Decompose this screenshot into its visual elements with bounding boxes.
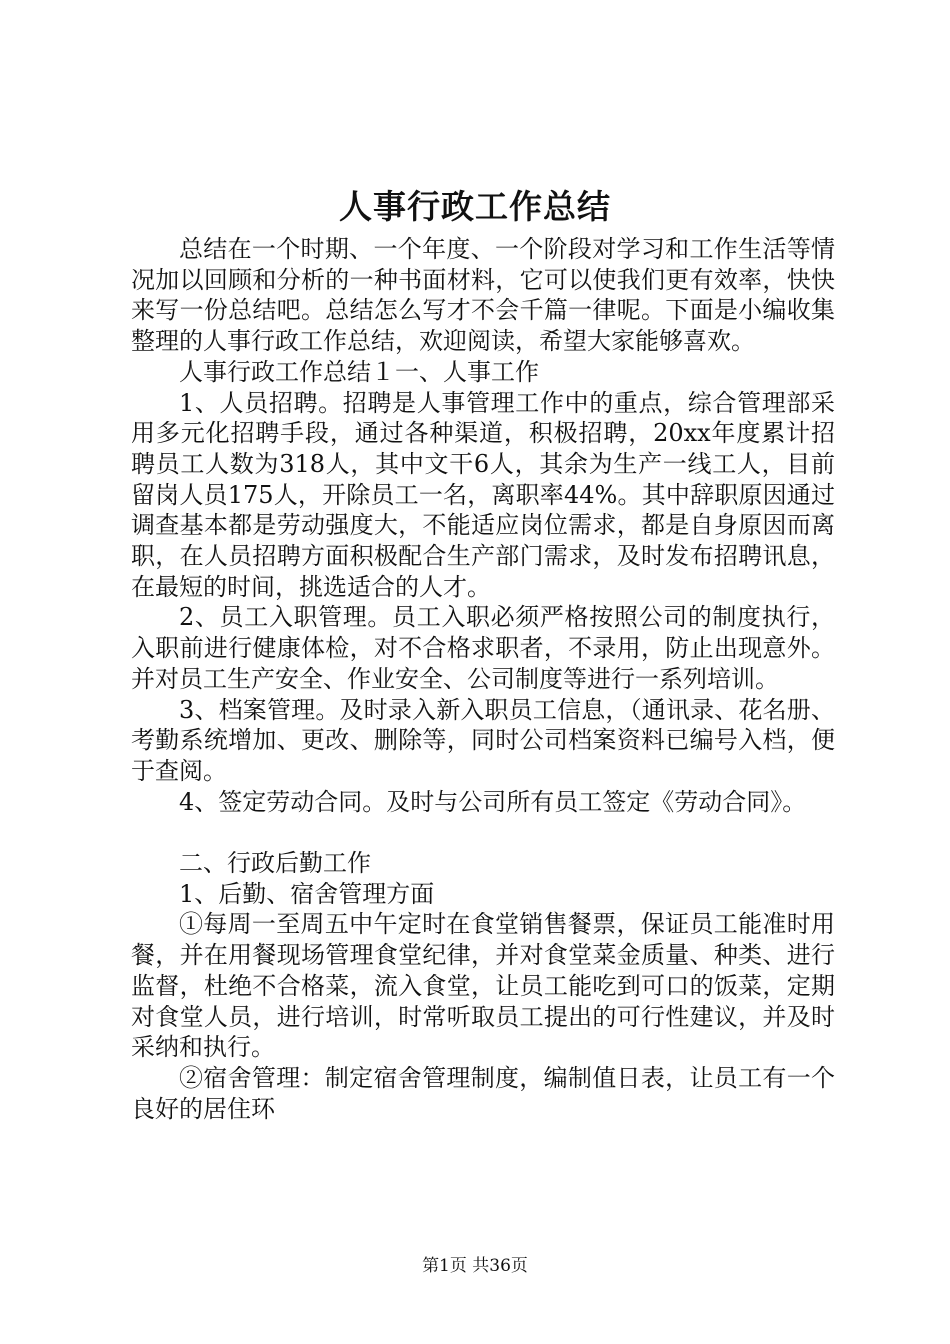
paragraph-section-heading-hr: 人事行政工作总结１一、人事工作 [179,357,539,386]
paragraph-contracts: 4、签定劳动合同。及时与公司所有员工签定《劳动合同》。 [179,787,807,816]
paragraph-dormitory: ②宿舍管理：制定宿舍管理制度，编制值日表，让员工有一个良好的居住环 [131,1063,835,1123]
document-title: 人事行政工作总结 [339,187,611,226]
paragraph-subheading-logistics: 1、后勤、宿舍管理方面 [179,879,435,908]
paragraph-onboarding: 2、员工入职管理。员工入职必须严格按照公司的制度执行，入职前进行健康体检，对不合格求职者，不录用，防止出现意外。并对员工生产安全、作业安全、公司制度等进行一系列培训。 [131,603,835,693]
paragraph-archives: 3、档案管理。及时录入新入职员工信息，（通讯录、花名册、考勤系统增加、更改、删除等，同时公司档案资料已编号入档，便于查阅。 [131,695,835,785]
paragraph-intro: 总结在一个时期、一个年度、一个阶段对学习和工作生活等情况加以回顾和分析的一种书面材料，它可以使我们更有效率，快快来写一份总结吧。总结怎么写才不会千篇一律呢。下面是小编收集整理的人事行政工作总结，欢迎阅读，希望大家能够喜欢。 [131,235,835,356]
paragraph-recruitment: 1、人员招聘。招聘是人事管理工作中的重点，综合管理部采用多元化招聘手段，通过各种渠道，积极招聘，20xx年度累计招聘员工人数为318人，其中文干6人，其余为生产一线工人，目前留岗人员175人，开除员工一名，离职率44%。其中辞职原因通过调查基本都是劳动强度大，不能适应岗位需求，都是自身原因而离职，在人员招聘方面积极配合生产部门需求，及时发布招聘讯息，在最短的时间，挑选适合的人才。 [131,388,835,601]
paragraph-section-heading-admin: 二、行政后勤工作 [179,849,371,878]
page-footer: 第1页 共36页 [422,1256,528,1276]
paragraph-canteen: ①每周一至周五中午定时在食堂销售餐票，保证员工能准时用餐，并在用餐现场管理食堂纪律，并对食堂菜金质量、种类、进行监督，杜绝不合格菜，流入食堂，让员工能吃到可口的饭菜，定期对食堂人员，进行培训，时常听取员工提出的可行性建议，并及时采纳和执行。 [131,910,835,1062]
document-body [131,234,835,1124]
